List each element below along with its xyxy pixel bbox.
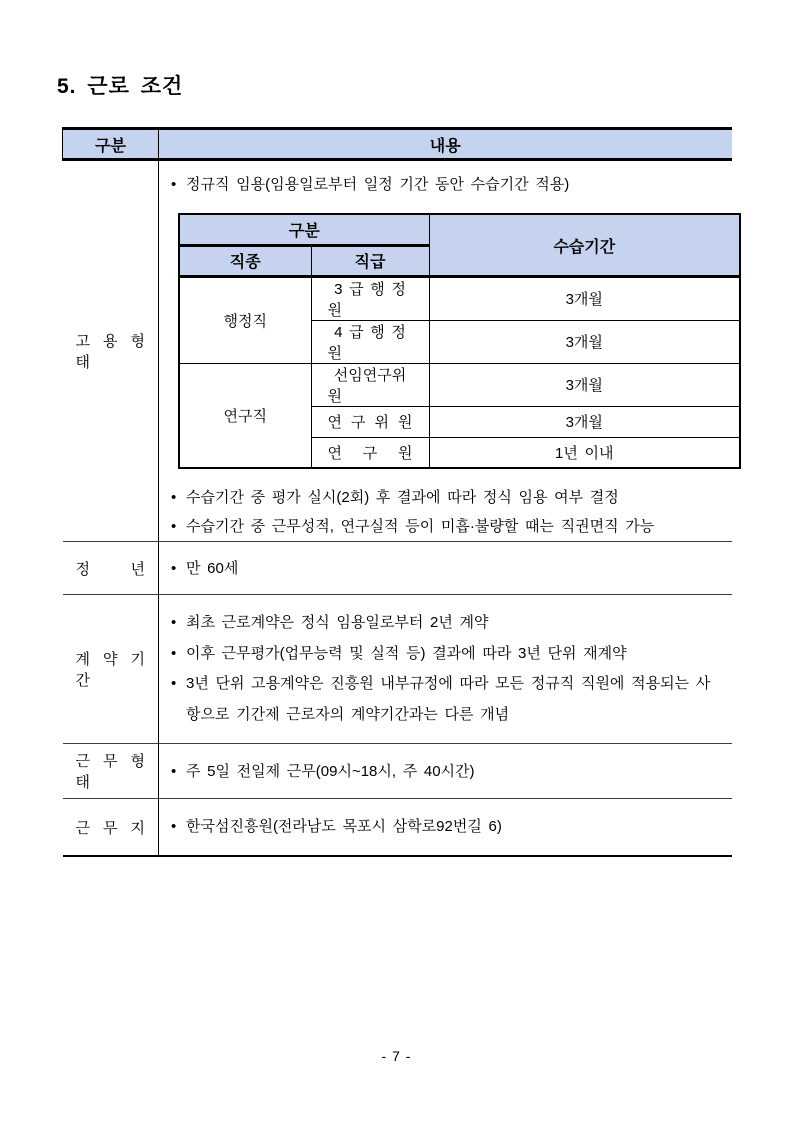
row-label-work-place: 근 무 지 <box>63 799 159 856</box>
probation-header-period: 수습기간 <box>429 214 740 276</box>
bullet-icon: • <box>171 517 177 535</box>
employment-intro-bullet <box>171 173 722 196</box>
employment-note <box>171 484 722 513</box>
contract-bullet <box>171 608 722 639</box>
probation-period: 3개월 <box>429 363 740 406</box>
contract-bullet <box>171 639 722 670</box>
employment-note <box>171 513 722 542</box>
row-employment-type <box>63 160 732 542</box>
probation-job-grade: 선임연구위원 <box>311 363 429 406</box>
conditions-table <box>62 127 732 857</box>
contract-bullet-text: 이후 근무평가(업무능력 및 실적 등) 결과에 따라 3년 단위 재계약 <box>186 644 627 662</box>
section-title: 5. 근로 조건 <box>57 75 184 98</box>
employment-intro-text: 정규직 임용(임용일로부터 일정 기간 동안 수습기간 적용) <box>186 176 570 193</box>
bullet-icon: • <box>171 762 177 780</box>
header-content: 내용 <box>159 129 732 160</box>
header-category: 구분 <box>63 129 159 160</box>
work-place-text: 한국섬진흥원(전라남도 목포시 삼학로92번길 6) <box>186 818 502 836</box>
probation-job-grade: 연 구 원 <box>311 437 429 468</box>
row-work-type <box>63 744 732 799</box>
row-contract-period <box>63 595 732 744</box>
probation-header-job-grade: 직급 <box>311 245 429 276</box>
row-label-work-type: 근 무 형 태 <box>63 744 159 799</box>
bullet-icon: • <box>171 675 177 693</box>
probation-header-job-type: 직종 <box>179 245 311 276</box>
probation-period: 3개월 <box>429 406 740 437</box>
conditions-table-wrapper <box>62 127 732 857</box>
row-label-retirement: 정 년 <box>63 542 159 595</box>
probation-job-grade: 3 급 행 정 원 <box>311 276 429 320</box>
probation-job-grade: 연 구 위 원 <box>311 406 429 437</box>
bullet-icon: • <box>171 559 177 577</box>
bullet-icon: • <box>171 818 177 836</box>
page-number: - 7 - <box>381 1048 412 1064</box>
work-type-text: 주 5일 전일제 근무(09시~18시, 주 40시간) <box>186 762 475 780</box>
probation-header-group: 구분 <box>179 214 429 245</box>
probation-job-grade: 4 급 행 정 원 <box>311 320 429 363</box>
probation-period: 3개월 <box>429 276 740 320</box>
bullet-icon: • <box>171 176 177 193</box>
row-content-work-type <box>159 744 732 799</box>
row-retirement-age <box>63 542 732 595</box>
bullet-icon: • <box>171 613 177 631</box>
probation-header-row-1 <box>179 214 740 245</box>
row-content-work-place <box>159 799 732 856</box>
probation-period: 3개월 <box>429 320 740 363</box>
employment-note-text: 수습기간 중 근무성적, 연구실적 등이 미흡·불량할 때는 직권면직 가능 <box>186 517 655 535</box>
row-label-contract: 계 약 기 간 <box>63 595 159 744</box>
bullet-icon: • <box>171 644 177 662</box>
row-work-place <box>63 799 732 856</box>
row-content-retirement <box>159 542 732 595</box>
probation-row <box>179 363 740 406</box>
employment-notes <box>171 484 722 541</box>
probation-period: 1년 이내 <box>429 437 740 468</box>
row-content-employment <box>159 160 732 542</box>
contract-bullet <box>171 669 722 731</box>
row-label-employment: 고 용 형 태 <box>63 160 159 542</box>
retirement-text: 만 60세 <box>186 559 239 577</box>
employment-note-text: 수습기간 중 평가 실시(2회) 후 결과에 따라 정식 임용 여부 결정 <box>186 489 619 507</box>
contract-bullet-text: 3년 단위 고용계약은 진흥원 내부규정에 따라 모든 정규직 직원에 적용되는 사항으로 기간제 근로자의 계약기간과는 다른 개념 <box>186 675 711 723</box>
probation-job-type: 행정직 <box>179 276 311 363</box>
contract-bullet-text: 최초 근로계약은 정식 임용일로부터 2년 계약 <box>186 613 489 631</box>
probation-row <box>179 276 740 320</box>
bullet-icon: • <box>171 489 177 507</box>
probation-table <box>178 213 741 469</box>
conditions-header-row <box>63 129 732 160</box>
row-content-contract <box>159 595 732 744</box>
probation-job-type: 연구직 <box>179 363 311 468</box>
